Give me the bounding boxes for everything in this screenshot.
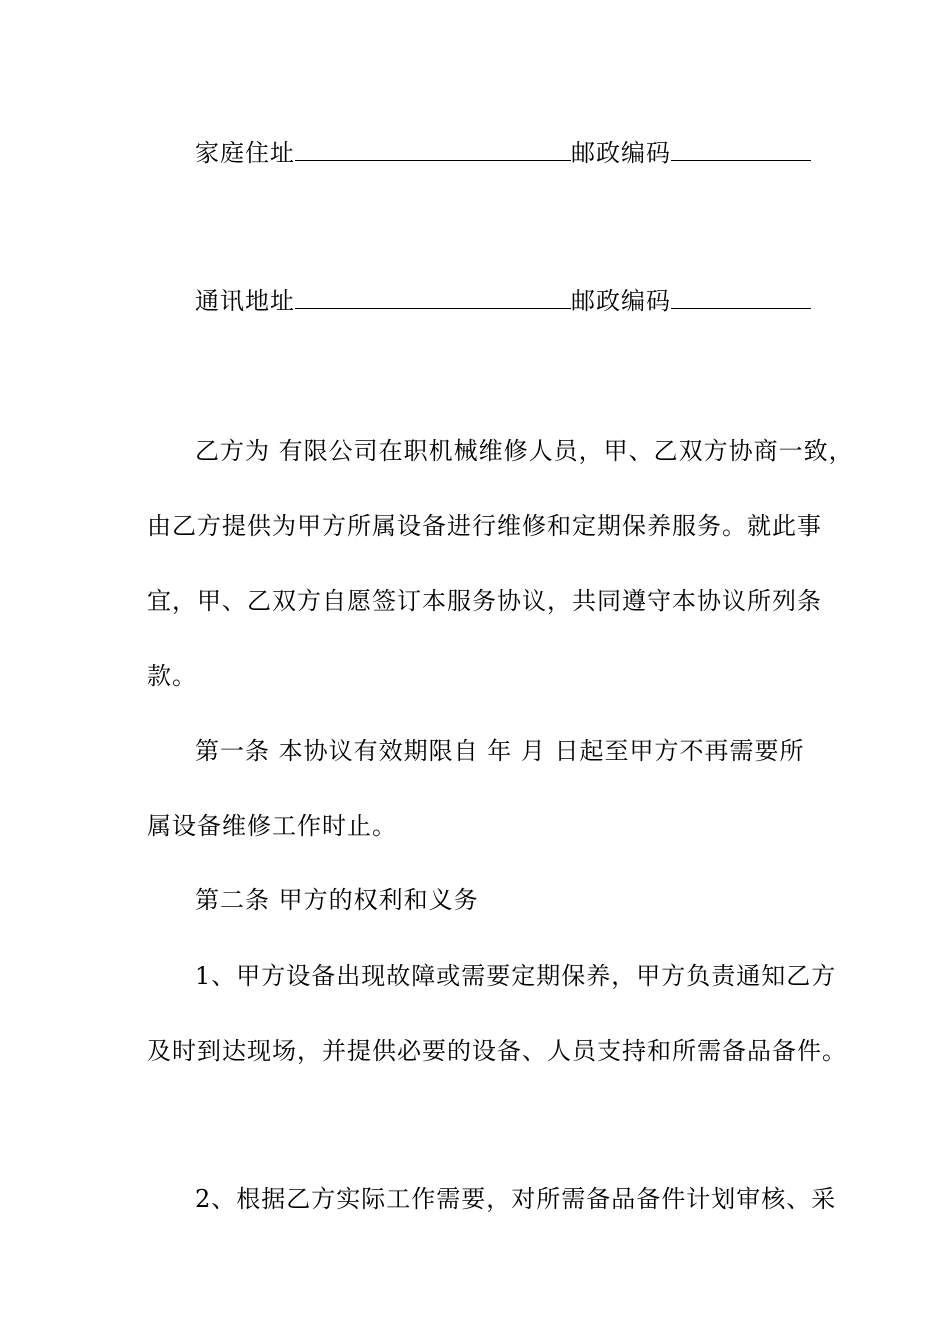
home-address-row [195,137,865,169]
mail-address-row [195,285,865,317]
mail-address-blank[interactable] [295,286,571,309]
item2-line-1: 2、根据乙方实际工作需要，对所需备品备件计划审核、采 [195,1185,837,1213]
mail-postcode-blank[interactable] [671,286,811,309]
home-postcode-blank[interactable] [671,138,811,161]
article1-line-1: 第一条 本协议有效期限自 年 月 日起至甲方不再需要所 [195,737,805,765]
item1-line-2: 及时到达现场，并提供必要的设备、人员支持和所需备品备件。 [147,1037,847,1065]
home-address-blank[interactable] [295,138,571,161]
intro-line-3: 宜，甲、乙双方自愿签订本服务协议，共同遵守本协议所列条 [147,587,822,615]
mail-address-label: 通讯地址 [195,287,295,315]
home-address-label: 家庭住址 [195,139,295,167]
intro-line-4: 款。 [147,662,197,690]
article2-title: 第二条 甲方的权利和义务 [195,886,479,914]
mail-postcode-label: 邮政编码 [571,287,671,315]
intro-line-2: 由乙方提供为甲方所属设备进行维修和定期保养服务。就此事 [147,512,822,540]
article1-line-2: 属设备维修工作时止。 [147,812,397,840]
intro-line-1: 乙方为 有限公司在职机械维修人员，甲、乙双方协商一致， [195,437,854,465]
item1-line-1: 1、甲方设备出现故障或需要定期保养，甲方负责通知乙方 [195,962,837,990]
home-postcode-label: 邮政编码 [571,139,671,167]
